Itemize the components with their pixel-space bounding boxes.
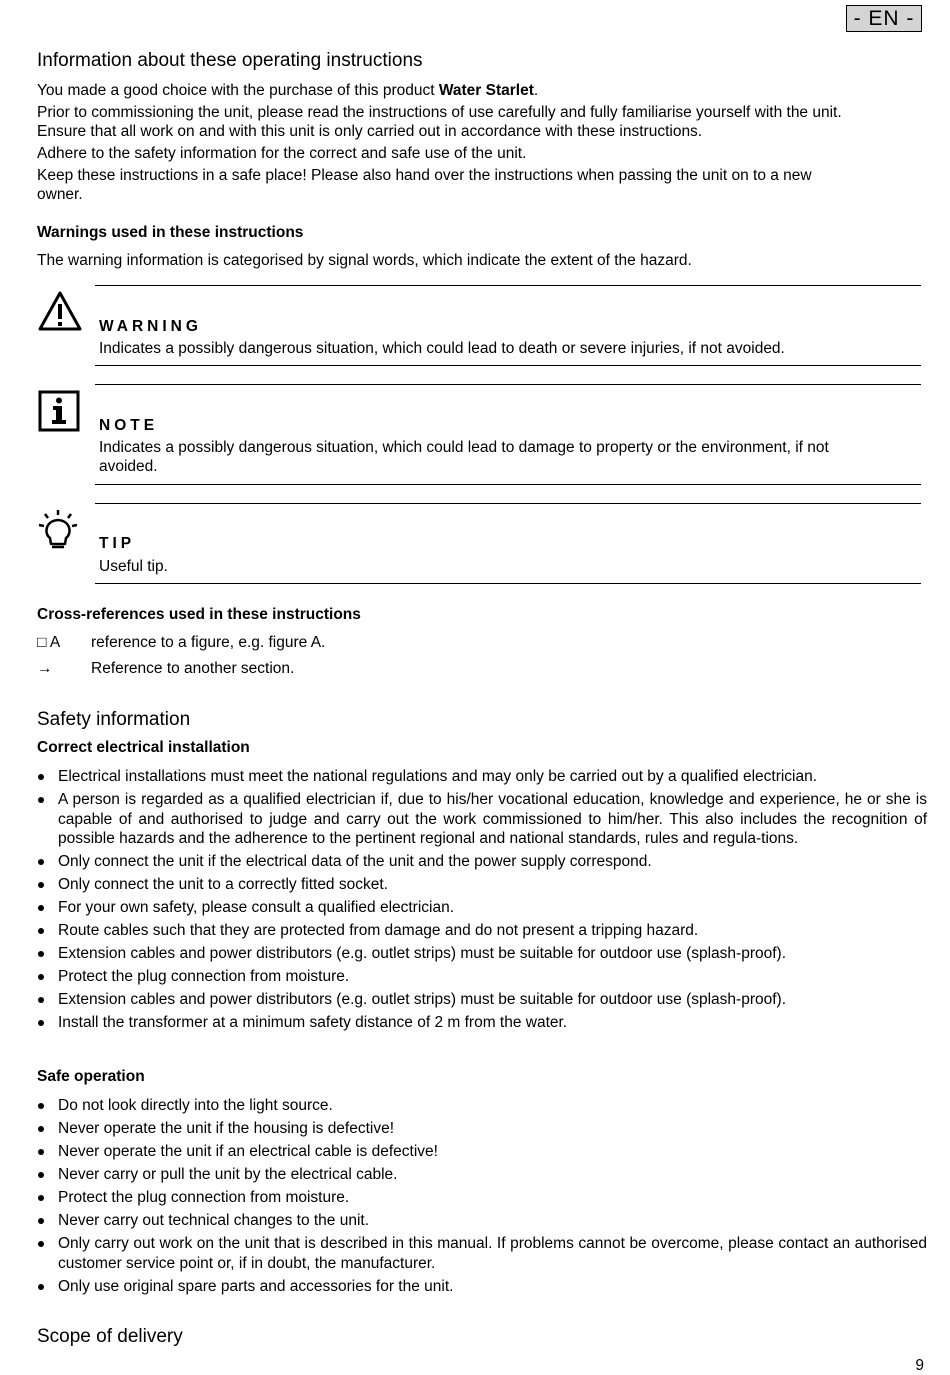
xref-section-text: Reference to another section.: [91, 660, 295, 677]
bullet-icon: [38, 928, 44, 934]
bullet-icon: [38, 1126, 44, 1132]
list-item: Extension cables and power distributors (e.g. outlet strips) must be suitable for outdoor use (splash-proof).: [37, 944, 927, 964]
xref-figure-row: [37, 633, 325, 653]
warnings-title: Warnings used in these instructions: [37, 224, 304, 241]
info-icon: [38, 390, 80, 432]
intro-line-2: Prior to commissioning the unit, please read the instructions of use carefully and fully familiarise yourself with the unit.: [37, 104, 842, 121]
bullet-icon: [38, 1218, 44, 1224]
bullet-icon: [38, 1020, 44, 1026]
intro-line-5b: owner.: [37, 186, 83, 203]
list-item: Never operate the unit if an electrical cable is defective!: [37, 1142, 927, 1162]
bullet-icon: [38, 1195, 44, 1201]
bullet-icon: [38, 997, 44, 1003]
language-badge: - EN -: [846, 5, 922, 32]
safe-operation-list: [37, 1096, 927, 1300]
list-item: A person is regarded as a qualified electrician if, due to his/her vocational education, knowledge and experience, he or she is capable of and authorised to judge and carry out the work commissioned to him/her. This also includes the recognition of possible hazards and the adherence to the pertinent regional and national standards, rules and regula-tions.: [37, 790, 927, 849]
list-item: Install the transformer at a minimum safety distance of 2 m from the water.: [37, 1013, 927, 1033]
product-name: Water Starlet: [438, 82, 534, 99]
list-item: Only connect the unit to a correctly fitted socket.: [37, 875, 927, 895]
cross-references-title: Cross-references used in these instructions: [37, 606, 361, 623]
list-item: Protect the plug connection from moisture.: [37, 967, 927, 987]
list-item: Only use original spare parts and accessories for the unit.: [37, 1277, 927, 1297]
electrical-installation-title: Correct electrical installation: [37, 739, 250, 756]
bullet-icon: [38, 1241, 44, 1247]
note-text-line-1: Indicates a possibly dangerous situation, which could lead to damage to property or the environment, if not: [99, 439, 829, 456]
list-item: Never carry out technical changes to the unit.: [37, 1211, 927, 1231]
page-number: 9: [915, 1357, 924, 1374]
list-item: Only connect the unit if the electrical data of the unit and the power supply correspond.: [37, 852, 927, 872]
note-text-line-2: avoided.: [99, 458, 158, 475]
bullet-icon: [38, 774, 44, 780]
xref-section-row: [37, 659, 294, 679]
intro-line-1-suffix: .: [533, 82, 539, 99]
xref-figure-text: reference to a figure, e.g. figure A.: [91, 634, 326, 651]
bullet-icon: [38, 859, 44, 865]
list-item: For your own safety, please consult a qualified electrician.: [37, 898, 927, 918]
list-item: Protect the plug connection from moisture.: [37, 1188, 927, 1208]
list-item: Electrical installations must meet the national regulations and may only be carried out by a qualified electrician.: [37, 767, 927, 787]
lightbulb-icon: [38, 508, 78, 552]
electrical-installation-list: [37, 767, 927, 1036]
warning-top-rule: [95, 285, 921, 286]
bullet-icon: [38, 1172, 44, 1178]
list-item: Never operate the unit if the housing is defective!: [37, 1119, 927, 1139]
note-bottom-rule: [95, 484, 921, 485]
bullet-icon: [38, 1149, 44, 1155]
bullet-icon: [38, 951, 44, 957]
bullet-icon: [38, 1284, 44, 1290]
list-item: Route cables such that they are protected from damage and do not present a tripping hazard.: [37, 921, 927, 941]
intro-line-3: Ensure that all work on and with this unit is only carried out in accordance with these instructions.: [37, 123, 703, 140]
bullet-icon: [38, 1103, 44, 1109]
list-item: Extension cables and power distributors (e.g. outlet strips) must be suitable for outdoor use (splash-proof).: [37, 990, 927, 1010]
section-title-safety: Safety information: [37, 709, 191, 730]
safe-operation-title: Safe operation: [37, 1068, 145, 1085]
intro-line-4: Adhere to the safety information for the correct and safe use of the unit.: [37, 145, 527, 162]
bullet-icon: [38, 797, 44, 803]
arrow-right-icon: →: [37, 660, 53, 677]
bullet-icon: [38, 974, 44, 980]
figure-reference-icon: □ A: [37, 634, 61, 651]
list-item: Never carry or pull the unit by the electrical cable.: [37, 1165, 927, 1185]
note-signal-word: NOTE: [99, 417, 159, 434]
list-item: Do not look directly into the light source.: [37, 1096, 927, 1116]
tip-top-rule: [95, 503, 921, 504]
section-title-scope: Scope of delivery: [37, 1326, 183, 1347]
warning-triangle-icon: [38, 291, 82, 331]
warning-signal-word: WARNING: [99, 318, 202, 335]
bullet-icon: [38, 905, 44, 911]
intro-line-5a: Keep these instructions in a safe place! Please also hand over the instructions when passing the unit on to a new: [37, 167, 812, 184]
list-item: Only carry out work on the unit that is described in this manual. If problems cannot be overcome, please contact an authorised customer service point or, if in doubt, the manufacturer.: [37, 1234, 927, 1273]
tip-signal-word: TIP: [99, 535, 136, 552]
note-top-rule: [95, 384, 921, 385]
section-title-intro: Information about these operating instructions: [37, 50, 423, 71]
warnings-description: The warning information is categorised by signal words, which indicate the extent of the hazard.: [37, 252, 692, 269]
bullet-icon: [38, 882, 44, 888]
warning-text: Indicates a possibly dangerous situation, which could lead to death or severe injuries, if not avoided.: [99, 340, 785, 357]
tip-text: Useful tip.: [99, 558, 168, 575]
warning-bottom-rule: [95, 365, 921, 366]
intro-line-1-prefix: You made a good choice with the purchase of this product: [37, 82, 439, 99]
tip-bottom-rule: [95, 583, 921, 584]
intro-line-1: [37, 81, 538, 101]
